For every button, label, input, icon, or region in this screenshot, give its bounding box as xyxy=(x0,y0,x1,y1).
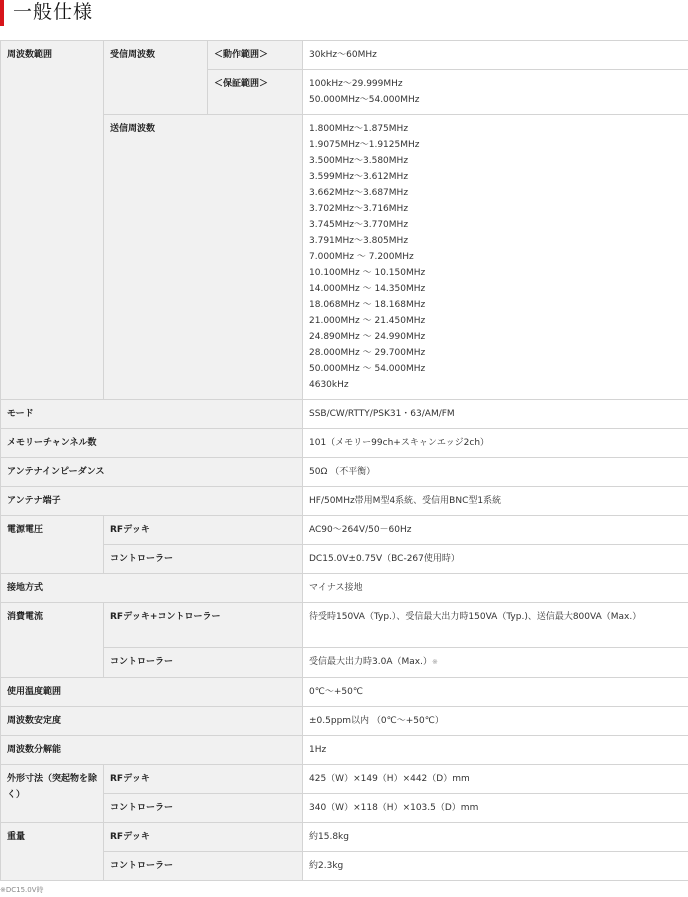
stability-value: ±0.5ppm以内 （0℃～+50℃） xyxy=(303,707,688,736)
tx-freq-line: 21.000MHz ～ 21.450MHz xyxy=(309,316,426,326)
dimensions-ctrl-value: 340（W）×118（H）×103.5（D）mm xyxy=(303,794,688,823)
guaranteed-range-label: ＜保証範囲＞ xyxy=(208,70,303,115)
mode-label: モード xyxy=(1,400,303,429)
stability-label: 周波数安定度 xyxy=(1,707,303,736)
memory-value: 101（メモリー99ch+スキャンエッジ2ch） xyxy=(303,429,688,458)
dimensions-ctrl-label: コントローラー xyxy=(104,794,303,823)
tx-freq-line: 7.000MHz ～ 7.200MHz xyxy=(309,252,414,262)
dimensions-rf-value: 425（W）×149（H）×442（D）mm xyxy=(303,765,688,794)
section-heading xyxy=(0,0,688,26)
tx-freq-line: 3.702MHz～3.716MHz xyxy=(309,204,409,214)
weight-ctrl-label: コントローラー xyxy=(104,852,303,881)
table-row xyxy=(1,41,688,70)
table-row xyxy=(1,115,688,400)
consumption-label: 消費電流 xyxy=(1,603,104,678)
guaranteed-range-line: 50.000MHz～54.000MHz xyxy=(309,95,420,105)
consumption-rf-value: 待受時150VA（Typ.）、受信最大出力時150VA（Typ.)、送信最大800VA（Max.） xyxy=(303,603,688,648)
dimensions-rf-label: RFデッキ xyxy=(104,765,303,794)
operating-range-label: ＜動作範囲＞ xyxy=(208,41,303,70)
heading-accent-bar xyxy=(0,0,4,26)
table-row xyxy=(1,516,688,545)
table-row xyxy=(1,574,688,603)
weight-rf-value: 約15.8kg xyxy=(303,823,688,852)
memory-label: メモリーチャンネル数 xyxy=(1,429,303,458)
power-rf-label: RFデッキ xyxy=(104,516,303,545)
weight-ctrl-value: 約2.3kg xyxy=(303,852,688,881)
mode-value: SSB/CW/RTTY/PSK31・63/AM/FM xyxy=(303,400,688,429)
impedance-value: 50Ω （不平衡） xyxy=(303,458,688,487)
freq-range-label: 周波数範囲 xyxy=(1,41,104,400)
table-row xyxy=(1,823,688,852)
weight-rf-label: RFデッキ xyxy=(104,823,303,852)
consumption-rf-label: RFデッキ+コントローラー xyxy=(104,603,303,648)
guaranteed-range-value xyxy=(303,70,688,115)
temp-value: 0℃～+50℃ xyxy=(303,678,688,707)
temp-label: 使用温度範囲 xyxy=(1,678,303,707)
note-mark: ※ xyxy=(431,658,438,666)
tx-freq-line: 3.745MHz～3.770MHz xyxy=(309,220,409,230)
tx-freq-line: 14.000MHz ～ 14.350MHz xyxy=(309,284,426,294)
tx-freq-line: 4630kHz xyxy=(309,380,349,390)
guaranteed-range-line: 100kHz～29.999MHz xyxy=(309,79,403,89)
antenna-value: HF/50MHz帯用M型4系統、受信用BNC型1系統 xyxy=(303,487,688,516)
consumption-ctrl-value: 受信最大出力時3.0A（Max.） xyxy=(309,657,432,667)
operating-range-value: 30kHz～60MHz xyxy=(303,41,688,70)
power-label: 電源電圧 xyxy=(1,516,104,574)
table-row xyxy=(1,736,688,765)
antenna-label: アンテナ端子 xyxy=(1,487,303,516)
tx-freq-line: 3.662MHz～3.687MHz xyxy=(309,188,409,198)
tx-freq-label: 送信周波数 xyxy=(104,115,303,400)
tx-freq-line: 28.000MHz ～ 29.700MHz xyxy=(309,348,426,358)
resolution-value: 1Hz xyxy=(303,736,688,765)
ground-label: 接地方式 xyxy=(1,574,303,603)
weight-label: 重量 xyxy=(1,823,104,881)
tx-freq-line: 1.9075MHz～1.9125MHz xyxy=(309,140,420,150)
footnote: ※DC15.0V時 xyxy=(0,886,44,894)
rx-freq-label: 受信周波数 xyxy=(104,41,208,115)
ground-value: マイナス接地 xyxy=(303,574,688,603)
dimensions-label: 外形寸法（突起物を除く） xyxy=(1,765,104,823)
tx-freq-line: 3.500MHz～3.580MHz xyxy=(309,156,409,166)
tx-freq-line: 3.791MHz～3.805MHz xyxy=(309,236,409,246)
tx-freq-line: 24.890MHz ～ 24.990MHz xyxy=(309,332,426,342)
table-row xyxy=(1,545,688,574)
tx-freq-line: 10.100MHz ～ 10.150MHz xyxy=(309,268,426,278)
table-row xyxy=(1,707,688,736)
table-row xyxy=(1,458,688,487)
tx-freq-line: 3.599MHz～3.612MHz xyxy=(309,172,409,182)
tx-freq-line: 50.000MHz ～ 54.000MHz xyxy=(309,364,426,374)
table-row xyxy=(1,429,688,458)
impedance-label: アンテナインピーダンス xyxy=(1,458,303,487)
spec-table xyxy=(0,40,688,881)
table-row xyxy=(1,400,688,429)
power-ctrl-label: コントローラー xyxy=(104,545,303,574)
tx-freq-line: 1.800MHz～1.875MHz xyxy=(309,124,409,134)
consumption-ctrl-cell xyxy=(303,648,688,678)
tx-freq-line: 18.068MHz ～ 18.168MHz xyxy=(309,300,426,310)
power-ctrl-value: DC15.0V±0.75V（BC-267使用時） xyxy=(303,545,688,574)
tx-freq-value xyxy=(303,115,688,400)
table-row xyxy=(1,648,688,678)
table-row xyxy=(1,603,688,648)
table-row xyxy=(1,487,688,516)
table-row xyxy=(1,852,688,881)
heading-text: 一般仕様 xyxy=(13,1,94,23)
table-row xyxy=(1,678,688,707)
table-row xyxy=(1,765,688,794)
resolution-label: 周波数分解能 xyxy=(1,736,303,765)
consumption-ctrl-label: コントローラー xyxy=(104,648,303,678)
power-rf-value: AC90～264V/50－60Hz xyxy=(303,516,688,545)
table-row xyxy=(1,794,688,823)
